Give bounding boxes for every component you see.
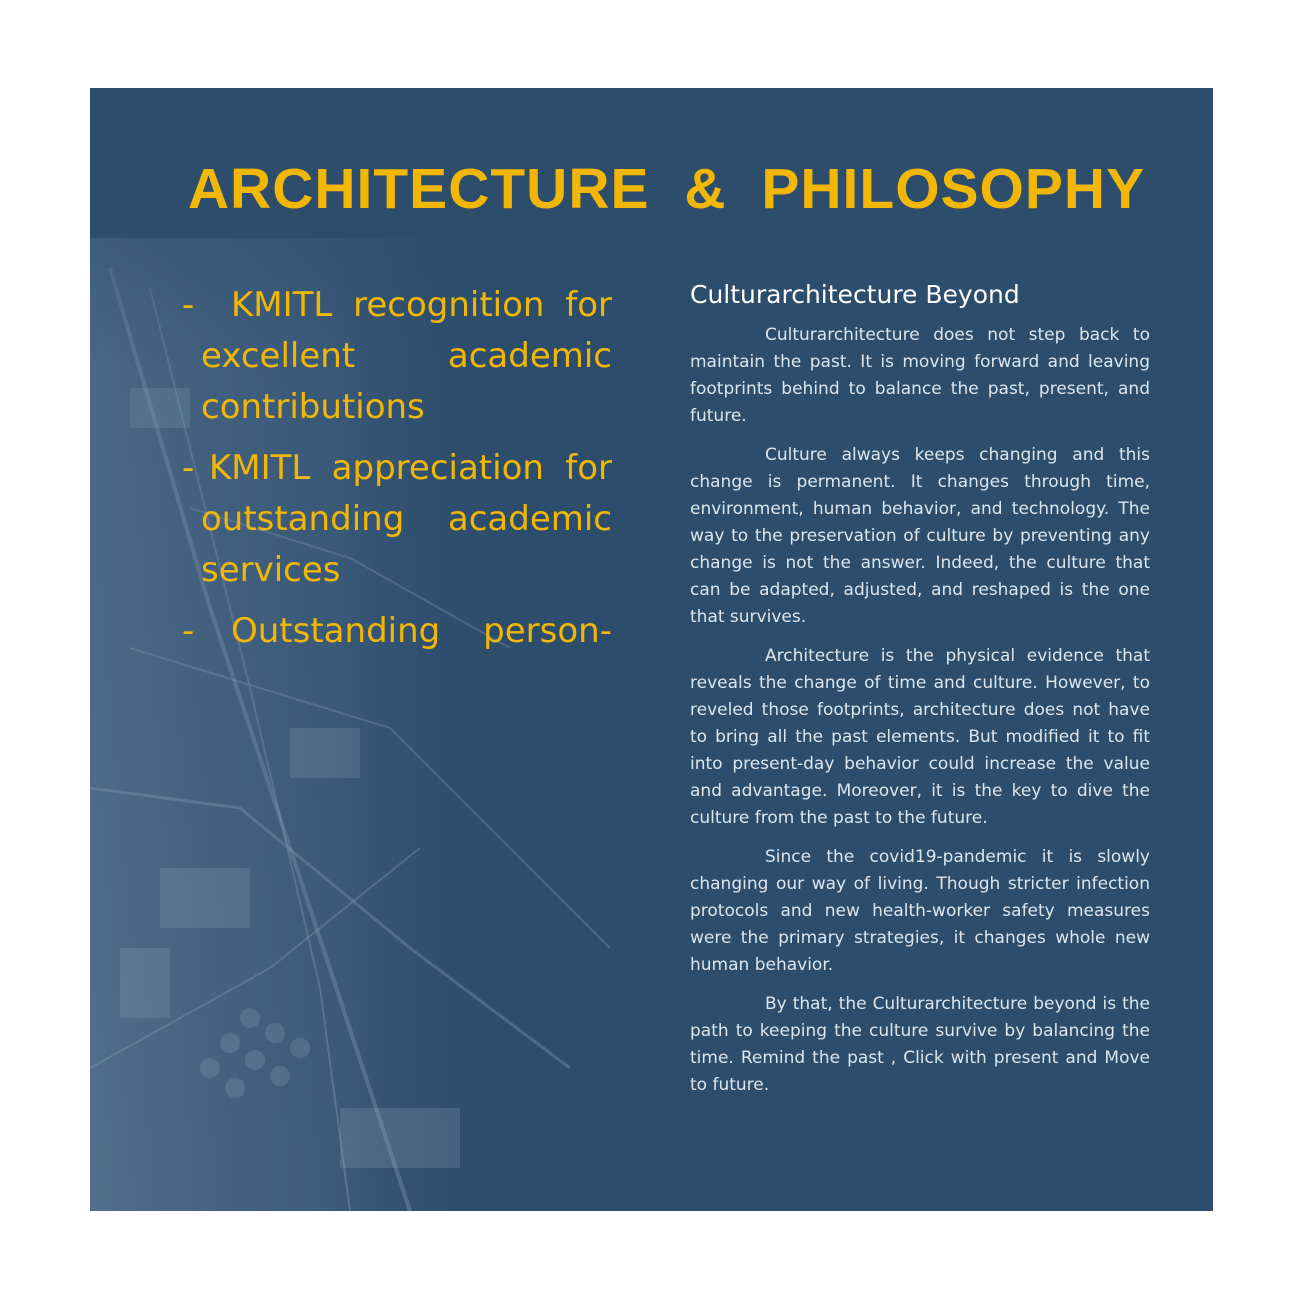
achievements-list — [182, 280, 612, 667]
list-dash: - — [182, 611, 195, 651]
list-item — [182, 443, 612, 596]
list-item-text: Outstanding person- — [231, 611, 612, 651]
philosophy-column — [690, 280, 1150, 1111]
list-dash: - — [182, 448, 195, 488]
list-item — [182, 606, 612, 657]
list-item-text: KMITL recognition for excellent academic contributions — [201, 285, 612, 427]
list-dash: - — [182, 285, 195, 325]
section-heading: Culturarchitecture Beyond — [690, 280, 1020, 309]
paragraph: Culturarchitecture does not step back to maintain the past. It is moving forward and leaving footprints behind to balance the past, present, and future. — [690, 325, 1150, 426]
paragraph: Since the covid19-pandemic it is slowly changing our way of living. Though stricter infection protocols and new health-worker safety measures were the primary strategies, it changes whole new human behavior. — [690, 847, 1150, 975]
list-item — [182, 280, 612, 433]
paragraph: Culture always keeps changing and this change is permanent. It changes through time, environment, human behavior, and technology. The way to the preservation of culture by preventing any change is not the answer. Indeed, the culture that can be adapted, adjusted, and reshaped is the one that survives. — [690, 445, 1150, 627]
page-title: ARCHITECTURE & PHILOSOPHY — [187, 157, 1146, 221]
content-panel — [90, 88, 1213, 1211]
list-item-text: KMITL appreciation for outstanding academic services — [201, 448, 612, 590]
paragraph: By that, the Culturarchitecture beyond is the path to keeping the culture survive by balancing the time. Remind the past , Click with present and Move to future. — [690, 994, 1150, 1095]
paragraph: Architecture is the physical evidence that reveals the change of time and culture. However, to reveled those footprints, architecture does not have to bring all the past elements. But modified it to fit into present-day behavior could increase the value and advantage. Moreover, it is the key to dive the culture from the past to the future. — [690, 646, 1150, 828]
